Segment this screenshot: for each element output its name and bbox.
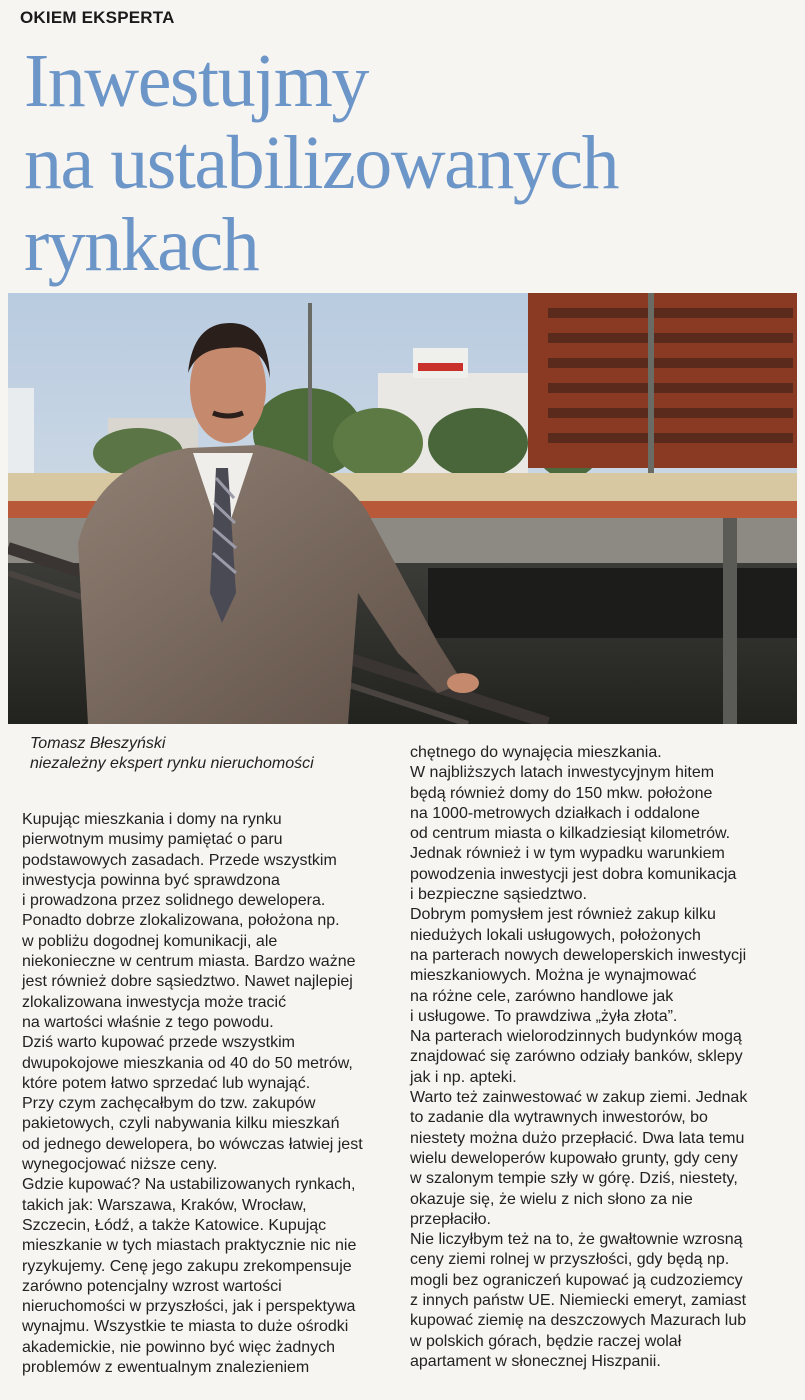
- text-line: Gdzie kupować? Na ustabilizowanych rynkach,: [22, 1176, 356, 1194]
- headline-line: rynkach: [24, 203, 259, 287]
- text-line: na wartości właśnie z tego powodu.: [22, 1013, 274, 1031]
- text-line: Szczecin, Łódź, a także Katowice. Kupując: [22, 1216, 327, 1234]
- text-line: Jednak również i w tym wypadku warunkiem: [410, 845, 725, 863]
- text-line: jak i np. apteki.: [410, 1068, 517, 1086]
- text-line: jest również dobre sąsiedztwo. Nawet najlepiej: [22, 973, 353, 991]
- text-line: niekonieczne w centrum miasta. Bardzo ważne: [22, 953, 356, 971]
- text-line: okazuje się, że wielu z nich słono za nie: [410, 1190, 693, 1208]
- text-line: pakietowych, czyli nabywania kilku mieszkań: [22, 1115, 340, 1133]
- text-line: apartament w słonecznej Hiszpanii.: [410, 1352, 661, 1370]
- section-label: OKIEM EKSPERTA: [20, 8, 175, 27]
- author-name: Tomasz Błeszyński: [30, 735, 166, 752]
- text-line: i usługowe. To prawdziwa „żyła złota”.: [410, 1007, 678, 1025]
- headline-line: na ustabilizowanych: [24, 121, 619, 205]
- text-line: problemów z ewentualnym znalezieniem: [22, 1359, 310, 1377]
- author-photo: [8, 293, 797, 724]
- text-line: Nie liczyłbym też na to, że gwałtownie wzrosną: [410, 1231, 743, 1249]
- text-line: powodzenia inwestycji jest dobra komunikacja: [410, 865, 737, 883]
- article-column-left: [22, 810, 402, 1378]
- author-role: niezależny ekspert rynku nieruchomości: [30, 755, 314, 772]
- article-column-right: [410, 743, 795, 1372]
- text-line: które potem łatwo sprzedać lub wynająć.: [22, 1074, 311, 1092]
- text-line: na 1000-metrowych działkach i oddalone: [410, 804, 700, 822]
- text-line: i prowadzona przez solidnego dewelopera.: [22, 892, 326, 910]
- text-line: Ponadto dobrze zlokalizowana, położona np.: [22, 912, 340, 930]
- article-headline: [24, 40, 784, 286]
- text-line: W najbliższych latach inwestycyjnym hitem: [410, 764, 715, 782]
- text-line: wielu deweloperów kupowało grunty, gdy ceny: [410, 1149, 738, 1167]
- text-line: z innych państw UE. Niemiecki emeryt, zamiast: [410, 1292, 747, 1310]
- text-line: mieszkaniowych. Można je wynajmować: [410, 967, 697, 985]
- text-line: ceny ziemi rolnej w przyszłości, gdy będą np.: [410, 1251, 730, 1269]
- text-line: mieszkanie w tych miastach praktycznie nic nie: [22, 1237, 357, 1255]
- text-line: zarówno potencjalny wzrost wartości: [22, 1277, 282, 1295]
- text-line: Warto też zainwestować w zakup ziemi. Jednak: [410, 1089, 748, 1107]
- text-line: w szalonym tempie szły w górę. Dziś, niestety,: [410, 1170, 738, 1188]
- text-line: chętnego do wynajęcia mieszkania.: [410, 744, 662, 761]
- text-line: niedużych lokali usługowych, położonych: [410, 926, 701, 944]
- text-line: akademickie, nie powinno być więc żadnych: [22, 1338, 336, 1356]
- text-line: od jednego dewelopera, bo wówczas łatwiej jest: [22, 1135, 363, 1153]
- text-line: Na parterach wielorodzinnych budynków mogą: [410, 1028, 742, 1046]
- text-line: niestety można dużo przepłacić. Dwa lata temu: [410, 1129, 745, 1147]
- text-line: inwestycja powinna być sprawdzona: [22, 871, 280, 889]
- text-line: mogli bez ograniczeń kupować ją cudzoziemcy: [410, 1271, 743, 1289]
- text-line: będą również domy do 150 mkw. położone: [410, 784, 713, 802]
- text-line: ryzykujemy. Cenę jego zakupu zrekompensuje: [22, 1257, 352, 1275]
- text-line: od centrum miasta o kilkadziesiąt kilometrów.: [410, 825, 731, 843]
- text-line: zlokalizowana inwestycja może tracić: [22, 993, 287, 1011]
- headline-line: Inwestujmy: [24, 39, 368, 123]
- text-line: Przy czym zachęcałbym do tzw. zakupów: [22, 1095, 316, 1113]
- text-line: przepłaciło.: [410, 1210, 491, 1228]
- text-line: dwupokojowe mieszkania od 40 do 50 metrów,: [22, 1054, 353, 1072]
- text-line: nieruchomości w przyszłości, jak i perspektywa: [22, 1298, 356, 1316]
- text-line: Kupując mieszkania i domy na rynku: [22, 811, 282, 828]
- text-line: Dziś warto kupować przede wszystkim: [22, 1034, 295, 1052]
- text-line: podstawowych zasadach. Przede wszystkim: [22, 851, 337, 869]
- text-line: w polskich górach, będzie raczej wolał: [410, 1332, 682, 1350]
- text-line: w pobliżu dogodnej komunikacji, ale: [22, 932, 278, 950]
- text-line: na różne cele, zarówno handlowe jak: [410, 987, 674, 1005]
- text-line: takich jak: Warszawa, Kraków, Wrocław,: [22, 1196, 307, 1214]
- text-line: to zadanie dla wytrawnych inwestorów, bo: [410, 1109, 708, 1127]
- author-byline: [30, 734, 390, 774]
- text-line: i bezpieczne sąsiedztwo.: [410, 886, 587, 904]
- text-line: na parterach nowych deweloperskich inwestycji: [410, 946, 747, 964]
- text-line: znajdować się zarówno odziały banków, sklepy: [410, 1048, 743, 1066]
- text-line: Dobrym pomysłem jest również zakup kilku: [410, 906, 716, 924]
- text-line: pierwotnym musimy pamiętać o paru: [22, 831, 283, 849]
- text-line: wynajmu. Wszystkie te miasta to duże ośrodki: [22, 1318, 349, 1336]
- text-line: kupować ziemię na deszczowych Mazurach lub: [410, 1312, 747, 1330]
- text-line: wynegocjować niższe ceny.: [22, 1156, 218, 1174]
